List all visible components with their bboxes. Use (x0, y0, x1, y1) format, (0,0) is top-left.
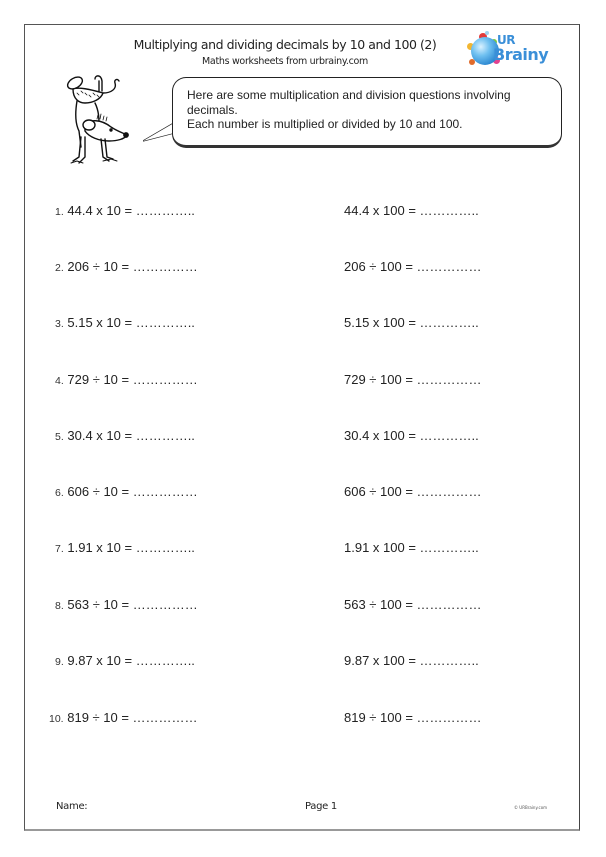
question-number: 10. (49, 713, 64, 725)
question-number: 1. (55, 206, 64, 218)
question-2-left[interactable] (55, 259, 198, 274)
instructions-line: Here are some multiplication and division questions involving (187, 88, 511, 102)
question-text: 30.4 x 10 = ………….. (67, 428, 195, 443)
question-text: 206 ÷ 100 = …………… (344, 259, 482, 274)
question-number: 8. (55, 600, 64, 612)
copyright-text: © URBrainy.com (514, 805, 548, 810)
mouse-nose-icon (124, 133, 128, 137)
question-text: 729 ÷ 100 = …………… (344, 372, 482, 387)
question-3-right[interactable] (344, 315, 479, 330)
urbrainy-logo (465, 29, 565, 73)
question-10-left[interactable] (49, 710, 198, 725)
question-text: 819 ÷ 10 = …………… (67, 710, 198, 725)
question-number: 3. (55, 318, 64, 330)
page-number: Page 1 (305, 801, 337, 812)
question-text: 9.87 x 100 = ………….. (344, 653, 479, 668)
question-number: 5. (55, 431, 64, 443)
logo-text-ur: UR (497, 33, 515, 47)
question-text: 819 ÷ 100 = …………… (344, 710, 482, 725)
question-text: 44.4 x 10 = ………….. (67, 203, 195, 218)
worksheet-subtitle: Maths worksheets from urbrainy.com (202, 56, 368, 67)
question-text: 206 ÷ 10 = …………… (67, 259, 198, 274)
question-10-right[interactable] (344, 710, 482, 725)
instructions-speech-bubble (172, 77, 562, 148)
question-text: 563 ÷ 100 = …………… (344, 597, 482, 612)
worksheet-page (24, 24, 580, 831)
question-text: 606 ÷ 100 = …………… (344, 484, 482, 499)
question-text: 9.87 x 10 = ………….. (67, 653, 195, 668)
question-text: 1.91 x 10 = ………….. (67, 540, 195, 555)
question-9-right[interactable] (344, 653, 479, 668)
question-5-right[interactable] (344, 428, 479, 443)
question-text: 606 ÷ 10 = …………… (67, 484, 198, 499)
question-7-left[interactable] (55, 540, 195, 555)
question-text: 30.4 x 100 = ………….. (344, 428, 479, 443)
question-2-right[interactable] (344, 259, 482, 274)
question-number: 2. (55, 262, 64, 274)
question-6-left[interactable] (55, 484, 198, 499)
question-1-left[interactable] (55, 203, 195, 218)
question-1-right[interactable] (344, 203, 479, 218)
question-3-left[interactable] (55, 315, 195, 330)
question-4-left[interactable] (55, 372, 198, 387)
question-9-left[interactable] (55, 653, 195, 668)
worksheet-title: Multiplying and dividing decimals by 10 and 100 (2) (133, 37, 437, 52)
question-8-left[interactable] (55, 597, 198, 612)
question-7-right[interactable] (344, 540, 479, 555)
question-number: 4. (55, 375, 64, 387)
instructions-line: decimals. (187, 102, 238, 117)
question-text: 5.15 x 10 = ………….. (67, 315, 195, 330)
mouse-eye-icon (110, 129, 112, 131)
question-4-right[interactable] (344, 372, 482, 387)
mouse-ear-icon (83, 120, 95, 130)
name-label: Name: (56, 801, 88, 812)
question-text: 1.91 x 100 = ………….. (344, 540, 479, 555)
question-number: 6. (55, 487, 64, 499)
logo-splash-icon (485, 31, 489, 35)
question-text: 729 ÷ 10 = …………… (67, 372, 198, 387)
question-number: 9. (55, 656, 64, 668)
instructions-line: Each number is multiplied or divided by 10 and 100. (187, 117, 463, 131)
question-text: 563 ÷ 10 = …………… (67, 597, 198, 612)
instructions-text (187, 88, 511, 132)
question-text: 5.15 x 100 = ………….. (344, 315, 479, 330)
question-6-right[interactable] (344, 484, 482, 499)
question-number: 7. (55, 543, 64, 555)
question-5-left[interactable] (55, 428, 195, 443)
question-text: 44.4 x 100 = ………….. (344, 203, 479, 218)
question-8-right[interactable] (344, 597, 482, 612)
logo-text-brainy: Brainy (493, 45, 549, 64)
